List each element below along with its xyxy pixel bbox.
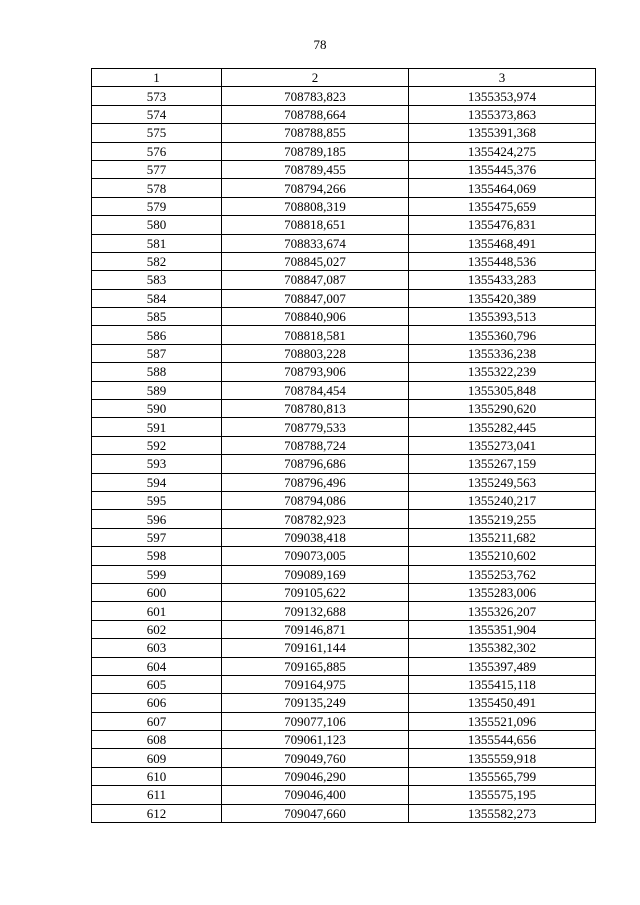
point-number-cell: 589 — [92, 381, 222, 399]
y-coordinate-cell: 1355521,096 — [409, 712, 596, 730]
x-coordinate-cell: 708779,533 — [222, 418, 409, 436]
table-row — [92, 344, 596, 362]
point-number-cell: 577 — [92, 160, 222, 178]
y-coordinate-cell: 1355290,620 — [409, 400, 596, 418]
point-number-cell: 600 — [92, 583, 222, 601]
table-row — [92, 363, 596, 381]
x-coordinate-cell: 709164,975 — [222, 675, 409, 693]
y-coordinate-cell: 1355475,659 — [409, 197, 596, 215]
point-number-cell: 604 — [92, 657, 222, 675]
y-coordinate-cell: 1355373,863 — [409, 105, 596, 123]
x-coordinate-cell: 709047,660 — [222, 804, 409, 822]
point-number-cell: 583 — [92, 271, 222, 289]
table-row — [92, 602, 596, 620]
y-coordinate-cell: 1355211,682 — [409, 528, 596, 546]
table-row — [92, 528, 596, 546]
x-coordinate-cell: 708845,027 — [222, 252, 409, 270]
point-number-cell: 575 — [92, 124, 222, 142]
y-coordinate-cell: 1355433,283 — [409, 271, 596, 289]
table-row — [92, 271, 596, 289]
x-coordinate-cell: 708818,651 — [222, 216, 409, 234]
point-number-cell: 602 — [92, 620, 222, 638]
table-row — [92, 510, 596, 528]
x-coordinate-cell: 709046,400 — [222, 786, 409, 804]
point-number-cell: 590 — [92, 400, 222, 418]
y-coordinate-cell: 1355351,904 — [409, 620, 596, 638]
x-coordinate-cell: 708788,664 — [222, 105, 409, 123]
point-number-cell: 610 — [92, 767, 222, 785]
x-coordinate-cell: 708808,319 — [222, 197, 409, 215]
y-coordinate-cell: 1355476,831 — [409, 216, 596, 234]
x-coordinate-cell: 709132,688 — [222, 602, 409, 620]
y-coordinate-cell: 1355305,848 — [409, 381, 596, 399]
point-number-cell: 611 — [92, 786, 222, 804]
x-coordinate-cell: 709049,760 — [222, 749, 409, 767]
x-coordinate-cell: 709135,249 — [222, 694, 409, 712]
point-number-cell: 579 — [92, 197, 222, 215]
point-number-cell: 596 — [92, 510, 222, 528]
y-coordinate-cell: 1355267,159 — [409, 455, 596, 473]
point-number-cell: 587 — [92, 344, 222, 362]
table-row — [92, 289, 596, 307]
y-coordinate-cell: 1355391,368 — [409, 124, 596, 142]
table-row — [92, 160, 596, 178]
point-number-cell: 580 — [92, 216, 222, 234]
y-coordinate-cell: 1355575,195 — [409, 786, 596, 804]
point-number-cell: 593 — [92, 455, 222, 473]
table-row — [92, 473, 596, 491]
x-coordinate-cell: 708840,906 — [222, 308, 409, 326]
y-coordinate-cell: 1355415,118 — [409, 675, 596, 693]
x-coordinate-cell: 708788,724 — [222, 436, 409, 454]
x-coordinate-cell: 708794,086 — [222, 491, 409, 509]
y-coordinate-cell: 1355360,796 — [409, 326, 596, 344]
x-coordinate-cell: 709077,106 — [222, 712, 409, 730]
y-coordinate-cell: 1355464,069 — [409, 179, 596, 197]
x-coordinate-cell: 708833,674 — [222, 234, 409, 252]
table-row — [92, 657, 596, 675]
x-coordinate-cell: 709073,005 — [222, 547, 409, 565]
table-row — [92, 418, 596, 436]
x-coordinate-cell: 709046,290 — [222, 767, 409, 785]
x-coordinate-cell: 708789,455 — [222, 160, 409, 178]
table-row — [92, 804, 596, 822]
y-coordinate-cell: 1355240,217 — [409, 491, 596, 509]
x-coordinate-cell: 709165,885 — [222, 657, 409, 675]
table-row — [92, 455, 596, 473]
y-coordinate-cell: 1355445,376 — [409, 160, 596, 178]
table-row — [92, 252, 596, 270]
y-coordinate-cell: 1355424,275 — [409, 142, 596, 160]
y-coordinate-cell: 1355283,006 — [409, 583, 596, 601]
y-coordinate-cell: 1355544,656 — [409, 731, 596, 749]
x-coordinate-cell: 708789,185 — [222, 142, 409, 160]
table-row — [92, 142, 596, 160]
y-coordinate-cell: 1355393,513 — [409, 308, 596, 326]
point-number-cell: 608 — [92, 731, 222, 749]
table-row — [92, 786, 596, 804]
point-number-cell: 595 — [92, 491, 222, 509]
table-row — [92, 436, 596, 454]
point-number-cell: 584 — [92, 289, 222, 307]
table-row — [92, 308, 596, 326]
header-row — [92, 69, 596, 87]
y-coordinate-cell: 1355322,239 — [409, 363, 596, 381]
y-coordinate-cell: 1355468,491 — [409, 234, 596, 252]
y-coordinate-cell: 1355448,536 — [409, 252, 596, 270]
table-row — [92, 491, 596, 509]
x-coordinate-cell: 708847,087 — [222, 271, 409, 289]
x-coordinate-cell: 708788,855 — [222, 124, 409, 142]
point-number-cell: 591 — [92, 418, 222, 436]
table-row — [92, 234, 596, 252]
x-coordinate-cell: 708796,686 — [222, 455, 409, 473]
y-coordinate-cell: 1355249,563 — [409, 473, 596, 491]
column-header-2: 2 — [222, 69, 409, 87]
column-header-1: 1 — [92, 69, 222, 87]
table-row — [92, 124, 596, 142]
table-row — [92, 87, 596, 105]
y-coordinate-cell: 1355282,445 — [409, 418, 596, 436]
y-coordinate-cell: 1355353,974 — [409, 87, 596, 105]
x-coordinate-cell: 708847,007 — [222, 289, 409, 307]
y-coordinate-cell: 1355219,255 — [409, 510, 596, 528]
table-row — [92, 381, 596, 399]
table-row — [92, 694, 596, 712]
point-number-cell: 603 — [92, 639, 222, 657]
table-row — [92, 675, 596, 693]
y-coordinate-cell: 1355582,273 — [409, 804, 596, 822]
table-row — [92, 179, 596, 197]
point-number-cell: 597 — [92, 528, 222, 546]
point-number-cell: 578 — [92, 179, 222, 197]
x-coordinate-cell: 708793,906 — [222, 363, 409, 381]
y-coordinate-cell: 1355210,602 — [409, 547, 596, 565]
y-coordinate-cell: 1355450,491 — [409, 694, 596, 712]
y-coordinate-cell: 1355382,302 — [409, 639, 596, 657]
page-number: 78 — [313, 37, 327, 52]
x-coordinate-cell: 708784,454 — [222, 381, 409, 399]
point-number-cell: 573 — [92, 87, 222, 105]
x-coordinate-cell: 708783,823 — [222, 87, 409, 105]
point-number-cell: 599 — [92, 565, 222, 583]
y-coordinate-cell: 1355336,238 — [409, 344, 596, 362]
point-number-cell: 598 — [92, 547, 222, 565]
point-number-cell: 588 — [92, 363, 222, 381]
table-row — [92, 712, 596, 730]
point-number-cell: 594 — [92, 473, 222, 491]
point-number-cell: 581 — [92, 234, 222, 252]
x-coordinate-cell: 709105,622 — [222, 583, 409, 601]
table-row — [92, 620, 596, 638]
table-row — [92, 105, 596, 123]
x-coordinate-cell: 709161,144 — [222, 639, 409, 657]
y-coordinate-cell: 1355397,489 — [409, 657, 596, 675]
y-coordinate-cell: 1355559,918 — [409, 749, 596, 767]
x-coordinate-cell: 709089,169 — [222, 565, 409, 583]
x-coordinate-cell: 708796,496 — [222, 473, 409, 491]
x-coordinate-cell: 708794,266 — [222, 179, 409, 197]
table-header — [92, 69, 596, 87]
table-row — [92, 583, 596, 601]
point-number-cell: 601 — [92, 602, 222, 620]
coordinates-table — [91, 68, 596, 823]
point-number-cell: 612 — [92, 804, 222, 822]
point-number-cell: 582 — [92, 252, 222, 270]
point-number-cell: 606 — [92, 694, 222, 712]
column-header-3: 3 — [409, 69, 596, 87]
point-number-cell: 576 — [92, 142, 222, 160]
table-row — [92, 731, 596, 749]
x-coordinate-cell: 709038,418 — [222, 528, 409, 546]
point-number-cell: 592 — [92, 436, 222, 454]
x-coordinate-cell: 708782,923 — [222, 510, 409, 528]
table-row — [92, 400, 596, 418]
y-coordinate-cell: 1355253,762 — [409, 565, 596, 583]
x-coordinate-cell: 708803,228 — [222, 344, 409, 362]
x-coordinate-cell: 709146,871 — [222, 620, 409, 638]
x-coordinate-cell: 709061,123 — [222, 731, 409, 749]
y-coordinate-cell: 1355565,799 — [409, 767, 596, 785]
point-number-cell: 585 — [92, 308, 222, 326]
table-row — [92, 197, 596, 215]
point-number-cell: 574 — [92, 105, 222, 123]
x-coordinate-cell: 708780,813 — [222, 400, 409, 418]
table-row — [92, 547, 596, 565]
table-row — [92, 565, 596, 583]
table-row — [92, 639, 596, 657]
point-number-cell: 605 — [92, 675, 222, 693]
point-number-cell: 609 — [92, 749, 222, 767]
table-row — [92, 749, 596, 767]
table-row — [92, 767, 596, 785]
y-coordinate-cell: 1355420,389 — [409, 289, 596, 307]
y-coordinate-cell: 1355326,207 — [409, 602, 596, 620]
point-number-cell: 607 — [92, 712, 222, 730]
table-body — [92, 87, 596, 823]
table-row — [92, 216, 596, 234]
point-number-cell: 586 — [92, 326, 222, 344]
x-coordinate-cell: 708818,581 — [222, 326, 409, 344]
y-coordinate-cell: 1355273,041 — [409, 436, 596, 454]
table-row — [92, 326, 596, 344]
